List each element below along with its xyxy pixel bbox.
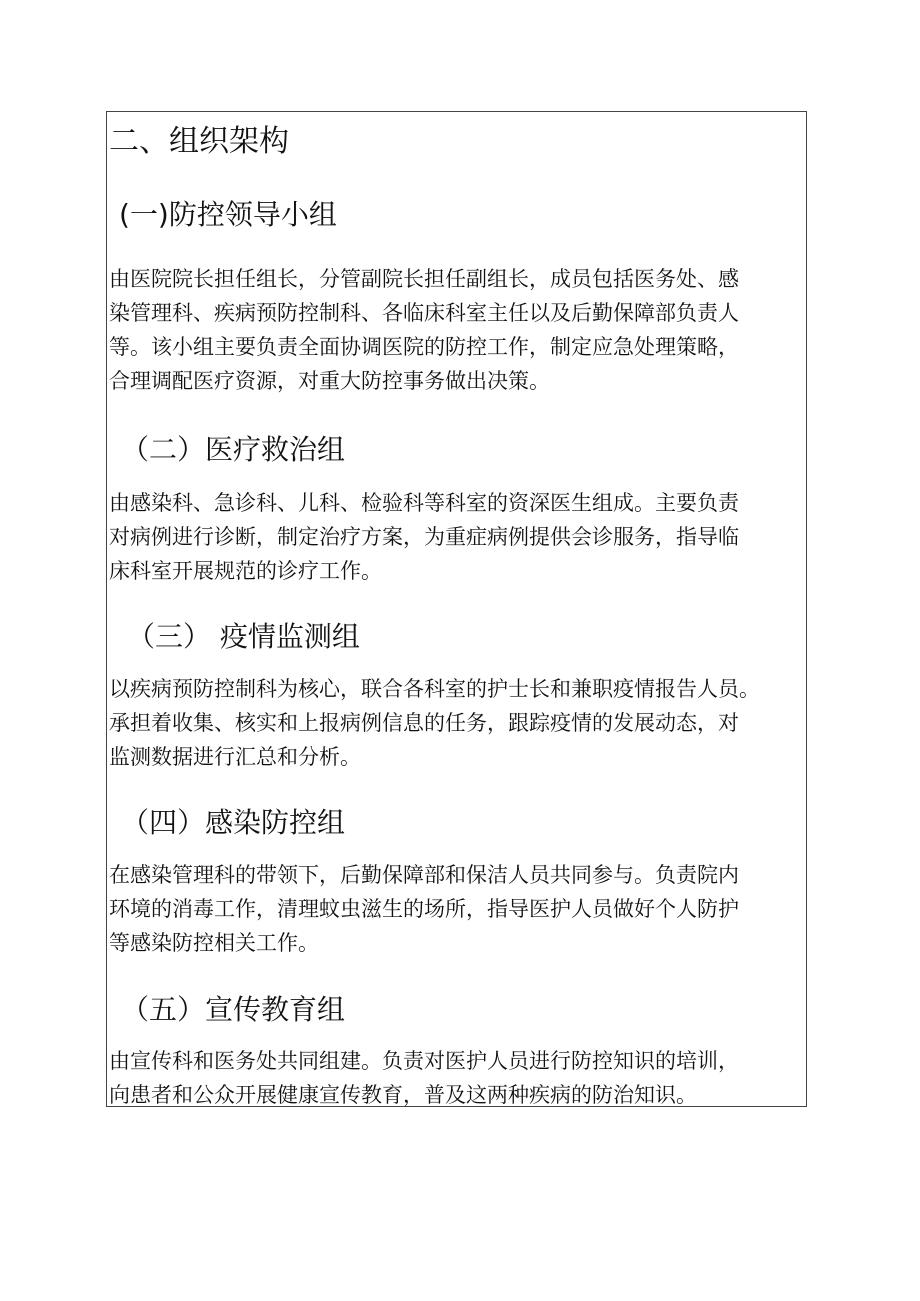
section-title-leadership: (一)防控领导小组 [119,198,337,231]
body-line: 监测数据进行汇总和分析。 [109,745,361,769]
body-line: 对病例进行诊断，制定治疗方案，为重症病例提供会诊服务，指导临 [109,525,739,549]
body-line: 由医院院长担任组长，分管副院长担任副组长，成员包括医务处、感 [109,267,739,291]
document-box [106,111,807,1107]
body-line: 在感染管理科的带领下，后勤保障部和保洁人员共同参与。负责院内 [109,863,739,887]
section-body-treatment [109,486,806,588]
section-body-monitoring [109,672,806,774]
body-line: 染管理科、疾病预防控制科、各临床科室主任以及后勤保障部负责人 [109,301,739,325]
section-title-monitoring: （三） 疫情监测组 [127,620,360,653]
section-body-education [109,1044,806,1107]
body-line: 由感染科、急诊科、儿科、检验科等科室的资深医生组成。主要负责 [109,491,739,515]
main-heading: 二、组织架构 [109,124,289,159]
body-line: 等。该小组主要负责全面协调医院的防控工作，制定应急处理策略， [109,335,739,359]
section-title-education: （五）宣传教育组 [121,993,346,1026]
body-line: 由宣传科和医务处共同组建。负责对医护人员进行防控知识的培训， [109,1049,739,1073]
body-line: 向患者和公众开展健康宣传教育，普及这两种疾病的防治知识。 [109,1083,697,1107]
section-title-treatment: （二）医疗救治组 [121,433,346,466]
section-body-leadership [109,262,806,398]
body-line: 承担着收集、核实和上报病例信息的任务，跟踪疫情的发展动态，对 [109,711,739,735]
body-line: 等感染防控相关工作。 [109,931,319,955]
body-line: 床科室开展规范的诊疗工作。 [109,559,382,583]
section-body-infection-control [109,858,806,960]
section-title-infection-control: （四）感染防控组 [121,806,346,839]
body-line: 以疾病预防控制科为核心，联合各科室的护士长和兼职疫情报告人员。 [109,677,760,701]
body-line: 合理调配医疗资源，对重大防控事务做出决策。 [109,369,550,393]
body-line: 环境的消毒工作，清理蚊虫滋生的场所，指导医护人员做好个人防护 [109,897,739,921]
